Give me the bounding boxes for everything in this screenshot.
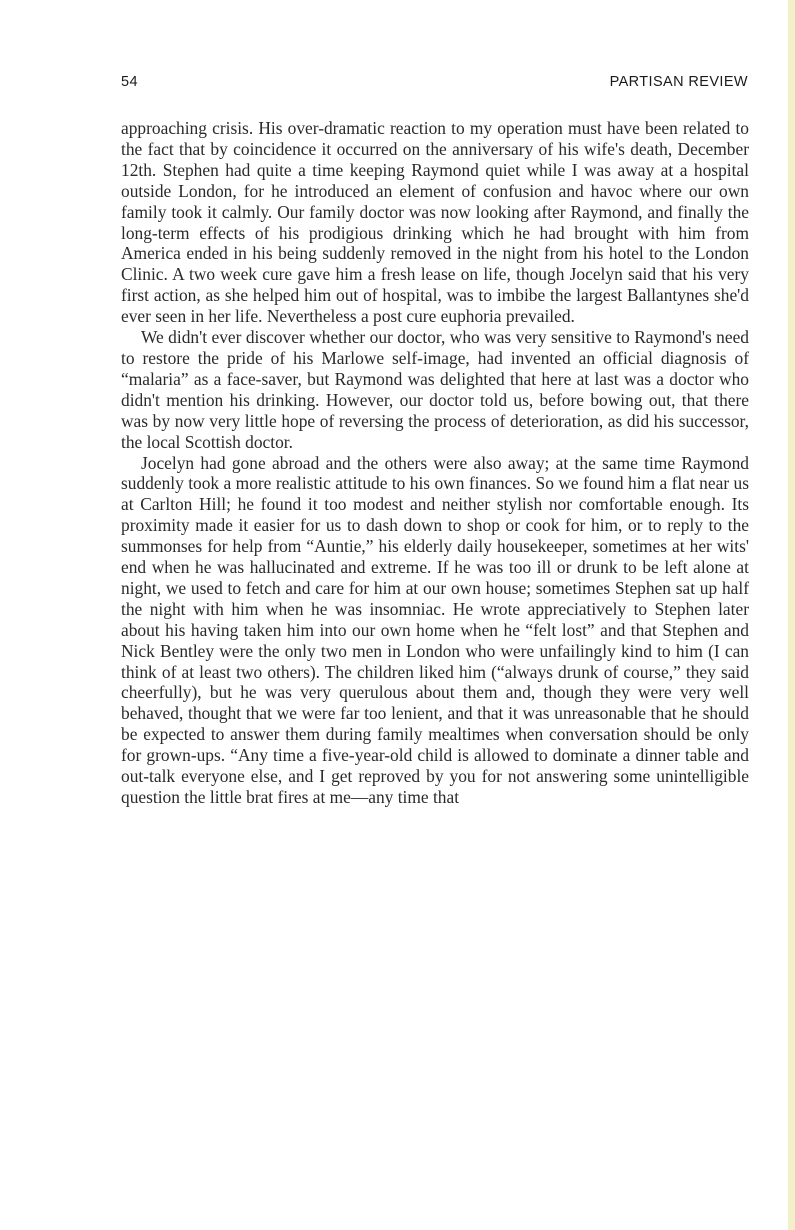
- running-head: PARTISAN REVIEW: [609, 74, 748, 90]
- page-edge-strip: [788, 0, 795, 1230]
- paragraph: approaching crisis. His over-dramatic reaction to my operation must have been related to the fact that by coincidence it occurred on the anniversary of his wife's death, December 12th. Stephen had quite a time keeping Raymond quiet while I was away at a hospital outside London, for he introduced an element of confusion and havoc where our own family took it calmly. Our family doctor was now looking after Raymond, and finally the long-term effects of his prodigious drinking which he had brought with him from America ended in his being suddenly removed in the night from his hotel to the London Clinic. A two week cure gave him a fresh lease on life, though Jocelyn said that his very first action, as she helped him out of hospital, was to imbibe the largest Ballantynes she'd ever seen in her life. Nevertheless a post cure euphoria prevailed.: [121, 118, 749, 327]
- paragraph: Jocelyn had gone abroad and the others were also away; at the same time Raymond suddenly took a more realistic attitude to his own finances. So we found him a flat near us at Carlton Hill; he found it too modest and neither stylish nor comfortable enough. Its proximity made it easier for us to dash down to shop or cook for him, or to reply to the summonses for help from “Auntie,” his elderly daily housekeeper, sometimes at her wits' end when he was hallucinated and extreme. If he was too ill or drunk to be left alone at night, we used to fetch and care for him at our own house; sometimes Stephen sat up half the night with him when he was insomniac. He wrote appreciatively to Stephen later about his having taken him into our own home when he “felt lost” and that Stephen and Nick Bentley were the only two men in London who were unfailingly kind to him (I can think of at least two others). The children liked him (“always drunk of course,” they said cheerfully), but he was very querulous about them and, though they were very well behaved, thought that we were far too lenient, and that it was unreasonable that he should be expected to answer them during family mealtimes when conversation should be only for grown-ups. “Any time a five-year-old child is allowed to dominate a dinner table and out-talk everyone else, and I get reproved by you for not answering some unintelligible question the little brat fires at me—any time that: [121, 452, 749, 807]
- body-text: [121, 118, 749, 808]
- page-number: 54: [121, 74, 138, 90]
- paragraph: We didn't ever discover whether our doctor, who was very sensitive to Raymond's need to restore the pride of his Marlowe self-image, had invented an official diagnosis of “malaria” as a face-saver, but Raymond was delighted that here at last was a doctor who didn't mention his drinking. However, our doctor told us, before bowing out, that there was by now very little hope of reversing the process of deterioration, as did his successor, the local Scottish doctor.: [121, 327, 749, 452]
- page-header: [121, 74, 748, 96]
